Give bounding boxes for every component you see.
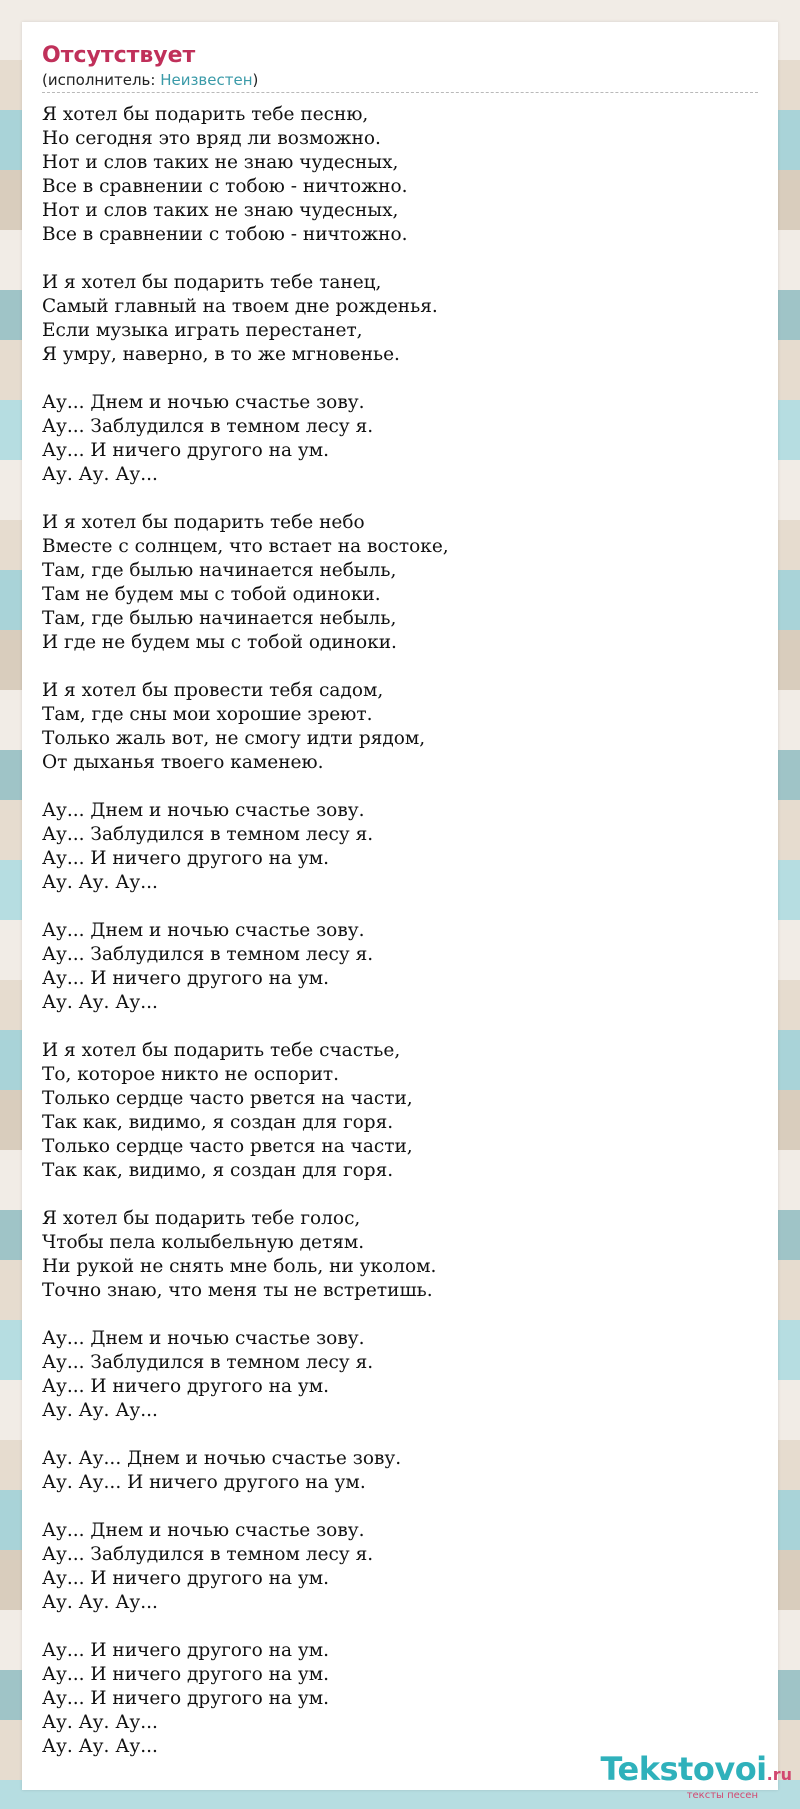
lyrics-stanza xyxy=(42,1639,758,1759)
lyrics-line: Ау. Ау. Ау... xyxy=(42,464,158,485)
lyrics-line: Ау... Заблудился в темном лесу я. xyxy=(42,416,374,437)
lyrics-line: Если музыка играть перестанет, xyxy=(42,320,363,341)
lyrics-stanza xyxy=(42,679,758,775)
lyrics-card xyxy=(22,22,778,1790)
lyrics-line: Ау... Днем и ночью счастье зову. xyxy=(42,1328,365,1349)
lyrics-line: Ау... И ничего другого на ум. xyxy=(42,440,330,461)
lyrics-stanza xyxy=(42,511,758,655)
lyrics-line: То, которое никто не оспорит. xyxy=(42,1064,340,1085)
lyrics-line: Ау. Ау. Ау... xyxy=(42,872,158,893)
lyrics-stanza xyxy=(42,919,758,1015)
artist-prefix: (исполнитель: xyxy=(42,71,161,89)
lyrics-line: Ау... И ничего другого на ум. xyxy=(42,1568,330,1589)
lyrics-line: Там, где сны мои хорошие зреют. xyxy=(42,704,373,725)
lyrics-stanza xyxy=(42,1447,758,1495)
lyrics-body xyxy=(42,103,758,1759)
lyrics-line: Только сердце часто рвется на части, xyxy=(42,1088,413,1109)
lyrics-line: Ау. Ау. Ау... xyxy=(42,1400,158,1421)
lyrics-line: Там, где былью начинается небыль, xyxy=(42,608,397,629)
lyrics-line: Ау... Заблудился в темном лесу я. xyxy=(42,824,374,845)
lyrics-line: Там, где былью начинается небыль, xyxy=(42,560,397,581)
lyrics-line: Нот и слов таких не знаю чудесных, xyxy=(42,200,399,221)
lyrics-line: Ау. Ау. Ау... xyxy=(42,1712,158,1733)
lyrics-line: Нот и слов таких не знаю чудесных, xyxy=(42,152,399,173)
lyrics-line: Только сердце часто рвется на части, xyxy=(42,1136,413,1157)
lyrics-line: Ау... И ничего другого на ум. xyxy=(42,1688,330,1709)
lyrics-line: Ау. Ау. Ау... xyxy=(42,1592,158,1613)
lyrics-line: Ау... Заблудился в темном лесу я. xyxy=(42,1544,374,1565)
lyrics-line: Ау... И ничего другого на ум. xyxy=(42,1640,330,1661)
lyrics-line: Вместе с солнцем, что встает на востоке, xyxy=(42,536,449,557)
lyrics-line: И я хотел бы подарить тебе танец, xyxy=(42,272,382,293)
site-logo[interactable] xyxy=(600,1752,792,1801)
lyrics-line: Ау. Ау... Днем и ночью счастье зову. xyxy=(42,1448,402,1469)
lyrics-line: Все в сравнении с тобою - ничтожно. xyxy=(42,176,408,197)
artist-line xyxy=(42,70,758,93)
lyrics-line: Точно знаю, что меня ты не встретишь. xyxy=(42,1280,433,1301)
lyrics-line: Ау... И ничего другого на ум. xyxy=(42,968,330,989)
lyrics-stanza xyxy=(42,1519,758,1615)
logo-tld: .ru xyxy=(766,1765,792,1784)
lyrics-line: Я умру, наверно, в то же мгновенье. xyxy=(42,344,400,365)
lyrics-line: Ау... Днем и ночью счастье зову. xyxy=(42,800,365,821)
lyrics-line: Чтобы пела колыбельную детям. xyxy=(42,1232,365,1253)
logo-name: Tekstovoi xyxy=(600,1750,767,1788)
lyrics-stanza xyxy=(42,1039,758,1183)
lyrics-line: Там не будем мы с тобой одиноки. xyxy=(42,584,381,605)
lyrics-line: И я хотел бы подарить тебе небо xyxy=(42,512,365,533)
lyrics-stanza xyxy=(42,271,758,367)
lyrics-line: Ау... И ничего другого на ум. xyxy=(42,1376,330,1397)
lyrics-line: Я хотел бы подарить тебе песню, xyxy=(42,104,369,125)
artist-suffix: ) xyxy=(252,71,259,89)
lyrics-line: Ау... И ничего другого на ум. xyxy=(42,848,330,869)
lyrics-line: И я хотел бы провести тебя садом, xyxy=(42,680,384,701)
lyrics-line: Так как, видимо, я создан для горя. xyxy=(42,1160,394,1181)
lyrics-line: Я хотел бы подарить тебе голос, xyxy=(42,1208,361,1229)
song-title: Отсутствует xyxy=(42,43,196,68)
lyrics-line: И где не будем мы с тобой одиноки. xyxy=(42,632,397,653)
lyrics-line: Ау... И ничего другого на ум. xyxy=(42,1664,330,1685)
artist-link[interactable]: Неизвестен xyxy=(160,71,253,89)
lyrics-line: Ау. Ау... И ничего другого на ум. xyxy=(42,1472,366,1493)
lyrics-line: Самый главный на твоем дне рожденья. xyxy=(42,296,438,317)
lyrics-line: От дыханья твоего каменею. xyxy=(42,752,324,773)
lyrics-line: Ау. Ау. Ау... xyxy=(42,992,158,1013)
lyrics-line: Ау... Заблудился в темном лесу я. xyxy=(42,944,374,965)
lyrics-line: Ау... Заблудился в темном лесу я. xyxy=(42,1352,374,1373)
lyrics-stanza xyxy=(42,103,758,247)
lyrics-line: Но сегодня это вряд ли возможно. xyxy=(42,128,381,149)
lyrics-line: Ау... Днем и ночью счастье зову. xyxy=(42,392,365,413)
lyrics-stanza xyxy=(42,1207,758,1303)
lyrics-line: Ау... Днем и ночью счастье зову. xyxy=(42,1520,365,1541)
lyrics-line: Ни рукой не снять мне боль, ни уколом. xyxy=(42,1256,437,1277)
lyrics-line: Все в сравнении с тобою - ничтожно. xyxy=(42,224,408,245)
logo-wordmark xyxy=(600,1752,792,1792)
lyrics-line: И я хотел бы подарить тебе счастье, xyxy=(42,1040,401,1061)
lyrics-stanza xyxy=(42,1327,758,1423)
lyrics-line: Ау. Ау. Ау... xyxy=(42,1736,158,1757)
logo-tagline: тексты песен xyxy=(686,1790,758,1801)
lyrics-stanza xyxy=(42,391,758,487)
lyrics-line: Только жаль вот, не смогу идти рядом, xyxy=(42,728,426,749)
lyrics-stanza xyxy=(42,799,758,895)
lyrics-line: Ау... Днем и ночью счастье зову. xyxy=(42,920,365,941)
lyrics-line: Так как, видимо, я создан для горя. xyxy=(42,1112,394,1133)
